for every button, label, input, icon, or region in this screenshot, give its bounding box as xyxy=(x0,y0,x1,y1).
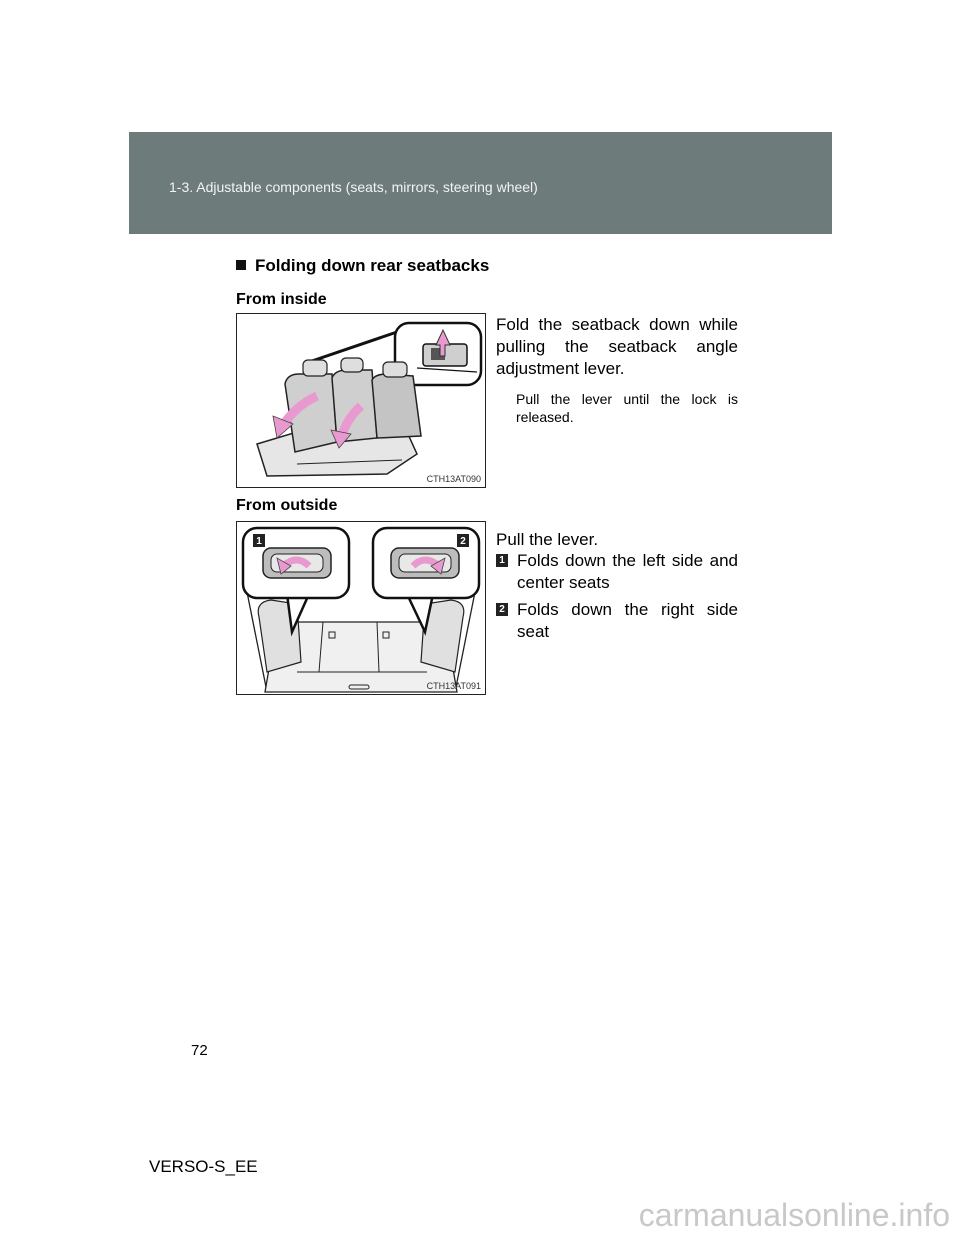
luggage-area-illustration xyxy=(237,522,485,694)
inside-instruction: Fold the seatback down while pulling the seatback angle adjustment lever. xyxy=(496,315,738,378)
callout-2-number: 2 xyxy=(460,536,466,547)
list-item xyxy=(496,550,738,594)
section-heading xyxy=(236,256,489,276)
figure-rear-seats-inside xyxy=(236,313,486,488)
figure-rear-seats-outside xyxy=(236,521,486,695)
subheading-from-outside: From outside xyxy=(236,497,338,514)
chapter-title: 1-3. Adjustable components (seats, mirrors, steering wheel) xyxy=(169,179,538,195)
number-badge-2: 2 xyxy=(496,603,508,616)
figure-code: CTH13AT090 xyxy=(426,474,481,484)
section-heading-text: Folding down rear seatbacks xyxy=(255,256,490,275)
callout-1-number: 1 xyxy=(256,536,262,547)
inside-note: Pull the lever until the lock is released. xyxy=(516,391,738,425)
watermark: carmanualsonline.info xyxy=(638,1197,950,1233)
square-bullet-icon xyxy=(236,260,246,270)
figure-code: CTH13AT091 xyxy=(426,681,481,691)
rear-seat-illustration xyxy=(237,314,485,487)
subheading-from-inside: From inside xyxy=(236,291,327,308)
outside-instruction: Pull the lever. xyxy=(496,530,599,549)
list-item-text: Folds down the left side and center seats xyxy=(517,551,738,592)
list-item-text: Folds down the right side seat xyxy=(517,600,738,641)
list-item xyxy=(496,599,738,643)
chapter-header xyxy=(129,132,832,234)
number-badge-1: 1 xyxy=(496,554,508,567)
page-number: 72 xyxy=(191,1042,208,1059)
model-code: VERSO-S_EE xyxy=(149,1157,258,1176)
